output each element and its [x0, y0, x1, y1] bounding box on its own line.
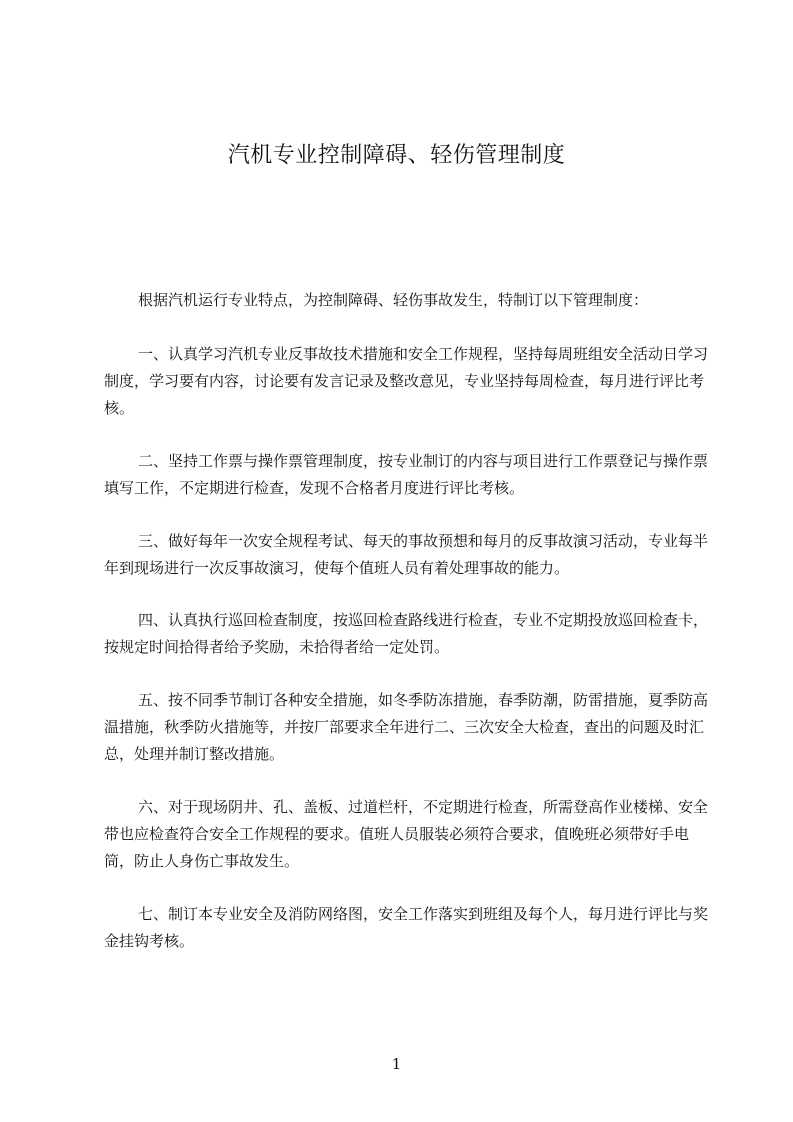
- rule-item-5: 五、按不同季节制订各种安全措施，如冬季防冻措施，春季防潮，防雷措施，夏季防高温措施，秋季防火措施等，并按厂部要求全年进行二、三次安全大检查，查出的问题及时汇总，处理并制订整改措施。: [104, 691, 709, 763]
- rule-item-3: 三、做好每年一次安全规程考试、每天的事故预想和每月的反事故演习活动，专业每半年到现场进行一次反事故演习，使每个值班人员有着处理事故的能力。: [104, 532, 709, 577]
- rule-item-7: 七、制订本专业安全及消防网络图，安全工作落实到班组及每个人，每月进行评比与奖金挂钩考核。: [104, 905, 709, 950]
- page-number: 1: [391, 1055, 402, 1073]
- rule-item-2: 二、坚持工作票与操作票管理制度，按专业制订的内容与项目进行工作票登记与操作票填写工作，不定期进行检查，发现不合格者月度进行评比考核。: [104, 452, 709, 497]
- rule-item-1: 一、认真学习汽机专业反事故技术措施和安全工作规程，坚持每周班组安全活动日学习制度，学习要有内容，讨论要有发言记录及整改意见，专业坚持每周检查，每月进行评比考核。: [104, 345, 709, 417]
- rule-item-6: 六、对于现场阴井、孔、盖板、过道栏杆，不定期进行检查，所需登高作业楼梯、安全带也应检查符合安全工作规程的要求。值班人员服装必须符合要求，值晚班必须带好手电筒，防止人身伤亡事故发生。: [104, 798, 709, 870]
- intro-paragraph: 根据汽机运行专业特点，为控制障碍、轻伤事故发生，特制订以下管理制度：: [138, 291, 649, 309]
- document-title: 汽机专业控制障碍、轻伤管理制度: [227, 143, 566, 168]
- rule-item-4: 四、认真执行巡回检查制度，按巡回检查路线进行检查，专业不定期投放巡回检查卡，按规定时间拾得者给予奖励，未拾得者给一定处罚。: [104, 611, 709, 656]
